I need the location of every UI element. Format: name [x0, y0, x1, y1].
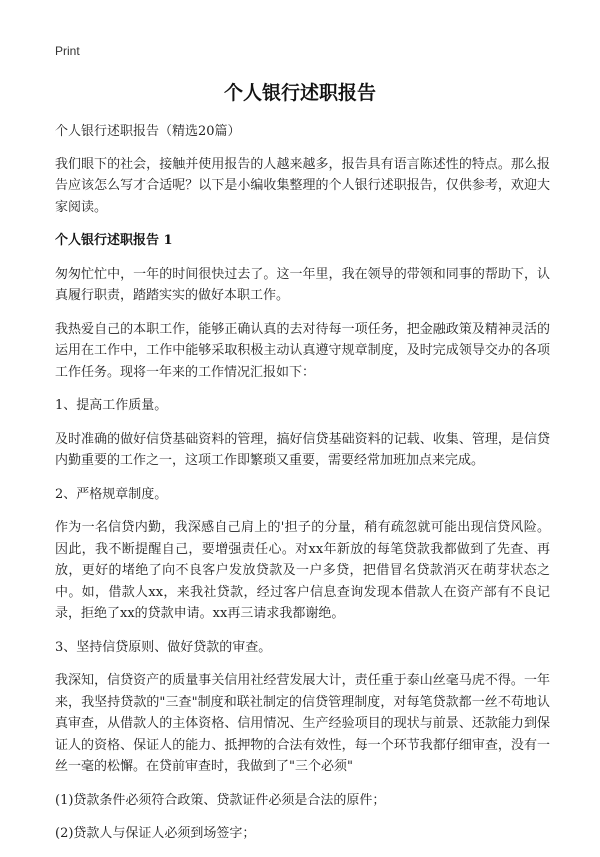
document-title: 个人银行述职报告 [223, 82, 376, 104]
section-heading: 个人银行述职报告 1 [55, 233, 173, 248]
item-heading-1: 1、提高工作质量。 [55, 398, 168, 413]
document-body [55, 121, 550, 857]
paragraph-2: 我热爱自己的本职工作，能够正确认真的去对待每一项任务，把金融政策及精神灵活的运用在工作中，工作中能够采取积极主动认真遵守规章制度，及时完成领导交办的各项工作任务。现将一年来的工作情况汇报如下： [55, 321, 550, 380]
print-link[interactable]: Print [55, 44, 80, 58]
paragraph-4: 作为一名信贷内勤，我深感自己肩上的'担子的分量，稍有疏忽就可能出现信贷风险。因此，我不断提醒自己，要增强责任心。对xx年新放的每笔贷款我都做到了先查、再放，更好的堵绝了向不良客户发放贷款及一户多贷，把借冒名贷款消灭在萌芽状态之中。如，借款人xx，来我社贷款，经过客户信息查询发现本借款人在资产部有不良记录，拒绝了xx的贷款申请。xx再三请求我都谢绝。 [55, 520, 550, 621]
sub-item-1: (1)贷款条件必须符合政策、贷款证件必须是合法的原件； [55, 792, 386, 808]
paragraph-5: 我深知，信贷资产的质量事关信用社经营发展大计，责任重于泰山丝毫马虎不得。一年来，我坚持贷款的"三查"制度和联社制定的信贷管理制度，对每笔贷款都一丝不苟地认真审查，从借款人的主体资格、信用情况、生产经验项目的现状与前景、还款能力到保证人的资格、保证人的能力、抵押物的合法有效性，每一个环节我都仔细审查，没有一丝一毫的松懈。在贷前审查时，我做到了"三个必须" [55, 673, 550, 774]
intro-paragraph: 我们眼下的社会，接触并使用报告的人越来越多，报告具有语言陈述性的特点。那么报告应该怎么写才合适呢？以下是小编收集整理的个人银行述职报告，仅供参考，欢迎大家阅读。 [55, 156, 550, 215]
document-subtitle: 个人银行述职报告（精选20篇） [55, 124, 241, 139]
paragraph-3: 及时准确的做好信贷基础资料的管理，搞好信贷基础资料的记载、收集、管理，是信贷内勤重要的工作之一，这项工作即繁琐又重要，需要经常加班加点来完成。 [55, 431, 550, 468]
item-heading-3: 3、坚持信贷原则、做好贷款的审查。 [55, 639, 272, 655]
paragraph-1: 匆匆忙忙中，一年的时间很快过去了。这一年里，我在领导的带领和同事的帮助下，认真履行职责，踏踏实实的做好本职工作。 [55, 266, 550, 303]
sub-item-2: (2)贷款人与保证人必须到场签字； [55, 826, 256, 841]
item-heading-2: 2、严格规章制度。 [55, 486, 168, 502]
